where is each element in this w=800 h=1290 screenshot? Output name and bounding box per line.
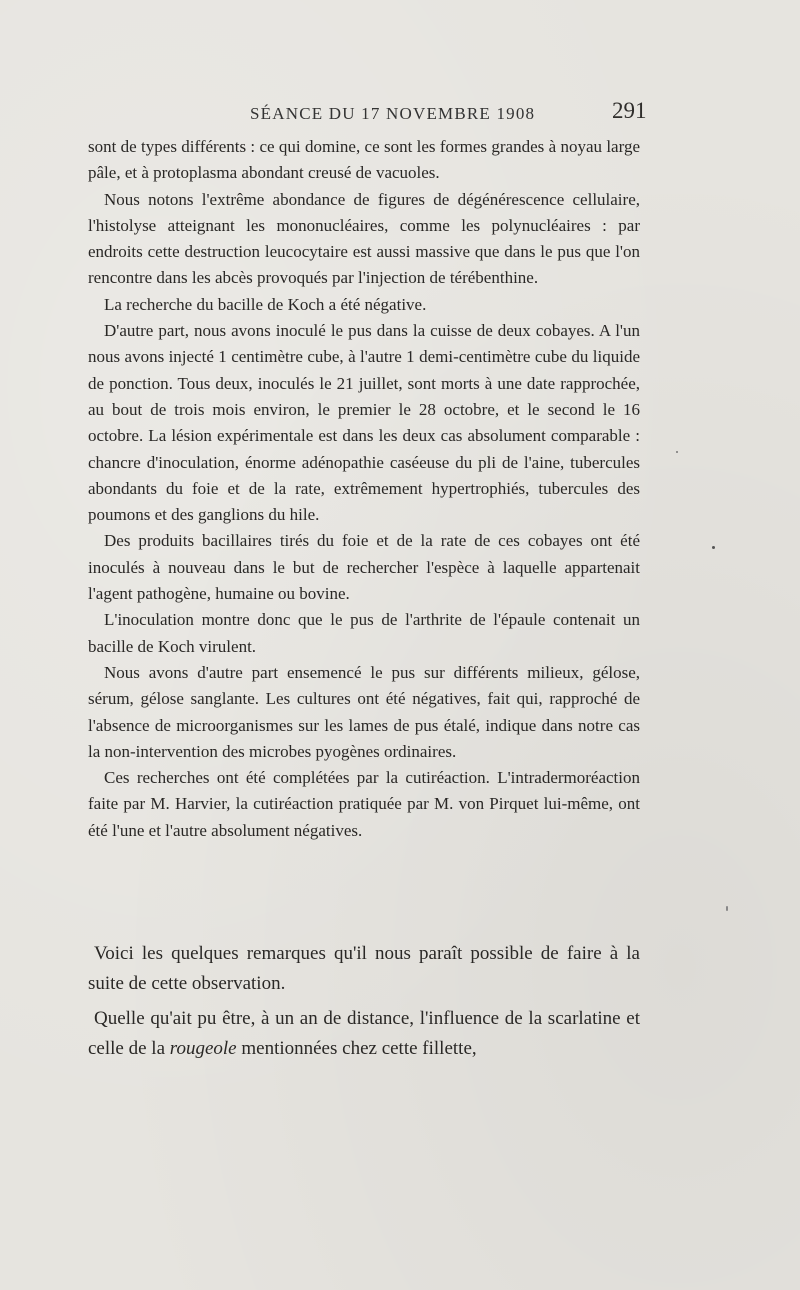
paragraph-inoculation: D'autre part, nous avons inoculé le pus dans la cuisse de deux cobayes. A l'un nous avons injecté 1 centimètre cube, à l'autre 1 demi-centimètre cube du liquide de ponction. Tous deux, inoculés le 21 juillet, sont morts à une date rapprochée, au bout de trois mois environ, le premier le 28 octobre, et le second le 16 octobre. La lésion expérimentale est dans les deux cas absolument comparable : chancre d'inoculation, énorme adénopathie caséeuse du pli de l'aine, tubercules abondants du foie et de la rate, extrêmement hypertrophiés, tubercules des poumons et des ganglions du hile. [88, 321, 640, 525]
italic-rougeole: rougeole [169, 1037, 237, 1059]
running-head-title: SÉANCE DU 17 NOVEMBRE 1908 [250, 104, 536, 123]
influence-text-start: Quelle qu'ait pu être, à un an de distance, l'influence de la scarlatine et celle de la [88, 1008, 640, 1059]
influence-text-end: mentionnées chez cette fillette, [236, 1037, 477, 1059]
body-text-large [88, 939, 640, 1063]
paper-speck [712, 546, 715, 549]
paragraph-virulent-bacillus: L'inoculation montre donc que le pus de l'arthrite de l'épaule contenait un bacille de Koch virulent. [88, 610, 640, 656]
paragraph-remarks: Voici les quelques remarques qu'il nous paraît possible de faire à la suite de cette observation. [88, 943, 640, 994]
paragraph-koch-search: La recherche du bacille de Koch a été négative. [104, 294, 427, 314]
paragraph-degeneration: Nous notons l'extrême abondance de figures de dégénérescence cellulaire, l'histolyse atteignant les mononucléaires, comme les polynucléaires : par endroits cette destruction leucocytaire est aussi massive que dans le pus que l'on rencontre dans les abcès provoqués par l'injection de térébenthine. [88, 189, 640, 288]
body-text-small [88, 134, 640, 844]
running-head [0, 98, 800, 128]
paragraph-bacillary-products: Des produits bacillaires tirés du foie et de la rate de ces cobayes ont été inoculés à nouveau dans le but de rechercher l'espèce à laquelle appartenait l'agent pathogène, humaine ou bovine. [88, 531, 640, 604]
paragraph-cutireaction: Ces recherches ont été complétées par la cutiréaction. L'intradermoréaction faite par M. Harvier, la cutiréaction pratiquée par M. von Pirquet lui-même, ont été l'une et l'autre absolument négatives. [88, 768, 640, 840]
paper-speck [676, 451, 678, 453]
paragraph-cell-types: sont de types différents : ce qui domine, ce sont les formes grandes à noyau large pâle, et à protoplasma abondant creusé de vacuoles. [88, 137, 640, 183]
paragraph-cultures: Nous avons d'autre part ensemencé le pus sur différents milieux, gélose, sérum, gélose sanglante. Les cultures ont été négatives, fait qui, rapproché de l'absence de microorganismes sur les lames de pus étalé, indique dans notre cas la non-intervention des microbes pyogènes ordinaires. [88, 662, 640, 761]
page-number: 291 [612, 98, 647, 123]
paragraph-influence [88, 1004, 640, 1063]
paper-speck [726, 906, 728, 911]
